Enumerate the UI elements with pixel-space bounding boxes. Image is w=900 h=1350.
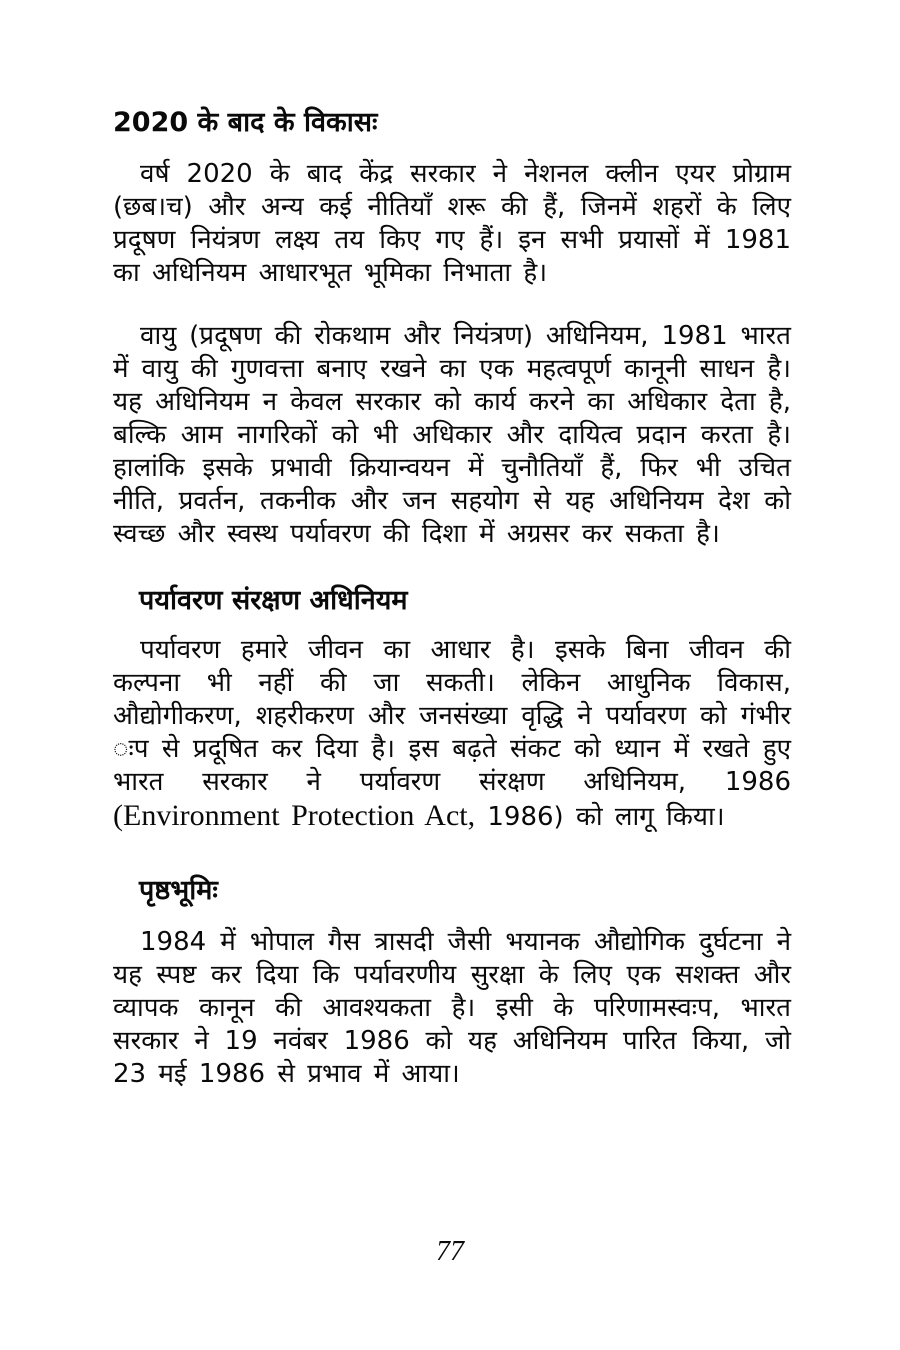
section-heading-environment-protection-act: पर्यावरण संरक्षण अधिनियम — [139, 585, 408, 616]
page-content — [113, 106, 791, 1091]
epa-paragraph-english-phrase: (Environment Protection Act, — [113, 799, 476, 832]
paragraph-developments-after-2020: वर्ष 2020 के बाद केंद्र सरकार ने नेशनल क्लीन एयर प्रोग्राम (छब।च) और अन्य कई नीतियाँ शरू की हैं, जिनमें शहरों के लिए प्रदूषण नियंत्रण लक्ष्य तय किए गए हैं। इन सभी प्रयासों में 1981 का अधिनियम आधारभूत भूमिका निभाता है। — [113, 159, 791, 288]
paragraph-air-act-1981: वायु (प्रदूषण की रोकथाम और नियंत्रण) अधिनियम, 1981 भारत में वायु की गुणवत्ता बनाए रखने का एक महत्वपूर्ण कानूनी साधन है। यह अधिनियम न केवल सरकार को कार्य करने का अधिकार देता है, बल्कि आम नागरिकों को भी अधिकार और दायित्व प्रदान करता है। हालांकि इसके प्रभावी क्रियान्वयन में चुनौतियाँ हैं, फिर भी उचित नीति, प्रवर्तन, तकनीक और जन सहयोग से यह अधिनियम देश को स्वच्छ और स्वस्थ पर्यावरण की दिशा में अग्रसर कर सकता है। — [113, 321, 791, 549]
section-heading-developments-after-2020: 2020 के बाद के विकासः — [113, 107, 378, 138]
epa-paragraph-hindi-after: 1986) को लागू किया। — [475, 802, 725, 832]
paragraph-background-bhopal: 1984 में भोपाल गैस त्रासदी जैसी भयानक औद्योगिक दुर्घटना ने यह स्पष्ट कर दिया कि पर्यावरणीय सुरक्षा के लिए एक सशक्त और व्यापक कानून की आवश्यकता है। इसी के परिणामस्वःप, भारत सरकार ने 19 नवंबर 1986 को यह अधिनियम पारित किया, जो 23 मई 1986 से प्रभाव में आया। — [113, 927, 791, 1089]
section-heading-background: पृष्ठभूमिः — [139, 875, 218, 906]
epa-paragraph-hindi-before: पर्यावरण हमारे जीवन का आधार है। इसके बिना जीवन की कल्पना भी नहीं की जा सकती। लेकिन आधुनिक विकास, औद्योगीकरण, शहरीकरण और जनसंख्या वृद्धि ने पर्यावरण को गंभीर ःप से प्रदूषित कर दिया है। इस बढ़ते संकट को ध्यान में रखते हुए भारत सरकार ने पर्यावरण संरक्षण अधिनियम, 1986 — [113, 635, 791, 797]
paragraph-environment-protection-act — [113, 634, 791, 834]
page-number: 77 — [436, 1236, 464, 1267]
